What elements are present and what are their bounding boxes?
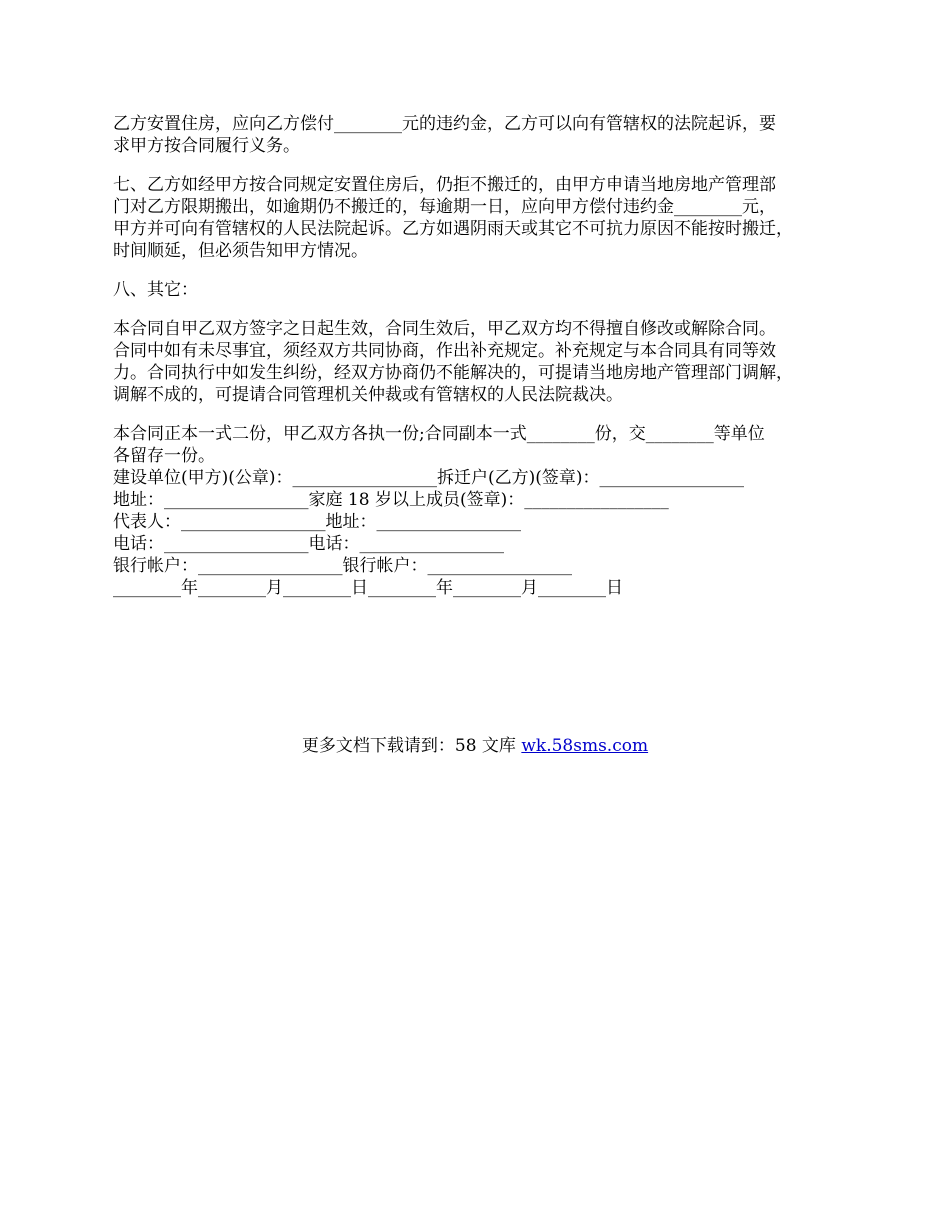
paragraph-copies	[113, 423, 853, 467]
paragraph-effectiveness	[113, 318, 853, 406]
text-line: 调解不成的，可提请合同管理机关仲裁或有管辖权的人民法院裁决。	[113, 385, 623, 405]
document-page	[113, 113, 853, 599]
text-line: 合同中如有未尽事宜，须经双方共同协商，作出补充规定。补充规定与本合同具有同等效	[113, 341, 776, 361]
footer-prefix-text: 更多文档下载请到：58 文库	[301, 736, 522, 756]
text-line: 求甲方按合同履行义务。	[113, 136, 300, 156]
signature-row-units: 建设单位(甲方)(公章)：_________________拆迁户(乙方)(签章)：_________________	[113, 468, 745, 488]
signature-row-representative: 代表人：_________________地址：_________________	[113, 512, 521, 532]
text-line: 乙方安置住房，应向乙方偿付________元的违约金，乙方可以向有管辖权的法院起诉，要	[113, 114, 776, 134]
signature-row-phone: 电话：_________________电话：_________________	[113, 534, 504, 554]
footer-download-note	[0, 735, 950, 757]
paragraph-clause-seven	[113, 174, 853, 262]
footer-site-link[interactable]: wk.58sms.com	[521, 736, 649, 756]
signature-row-address: 地址：_________________家庭 18 岁以上成员(签章)：_________________	[113, 490, 669, 510]
signature-row-date: ________年________月________日________年________月________日	[113, 578, 623, 598]
paragraph-penalty-housing	[113, 113, 853, 157]
text-line: 本合同自甲乙双方签字之日起生效，合同生效后，甲乙双方均不得擅自修改或解除合同。	[113, 319, 776, 339]
text-line: 各留存一份。	[113, 446, 215, 466]
text-line: 门对乙方限期搬出，如逾期仍不搬迁的，每逾期一日，应向甲方偿付违约金________元，	[113, 197, 776, 217]
signature-row-bank-account: 银行帐户：_________________银行帐户：_________________	[113, 556, 572, 576]
heading-clause-eight	[113, 279, 853, 301]
text-line: 本合同正本一式二份，甲乙双方各执一份;合同副本一式________份，交________等单位	[113, 424, 765, 444]
text-line: 甲方并可向有管辖权的人民法院起诉。乙方如遇阴雨天或其它不可抗力原因不能按时搬迁，	[113, 219, 793, 239]
text-line: 时间顺延，但必须告知甲方情况。	[113, 241, 368, 261]
text-line: 八、其它：	[113, 280, 198, 300]
text-line: 七、乙方如经甲方按合同规定安置住房后，仍拒不搬迁的，由甲方申请当地房地产管理部	[113, 175, 776, 195]
text-line: 力。合同执行中如发生纠纷，经双方协商仍不能解决的，可提请当地房地产管理部门调解，	[113, 363, 793, 383]
